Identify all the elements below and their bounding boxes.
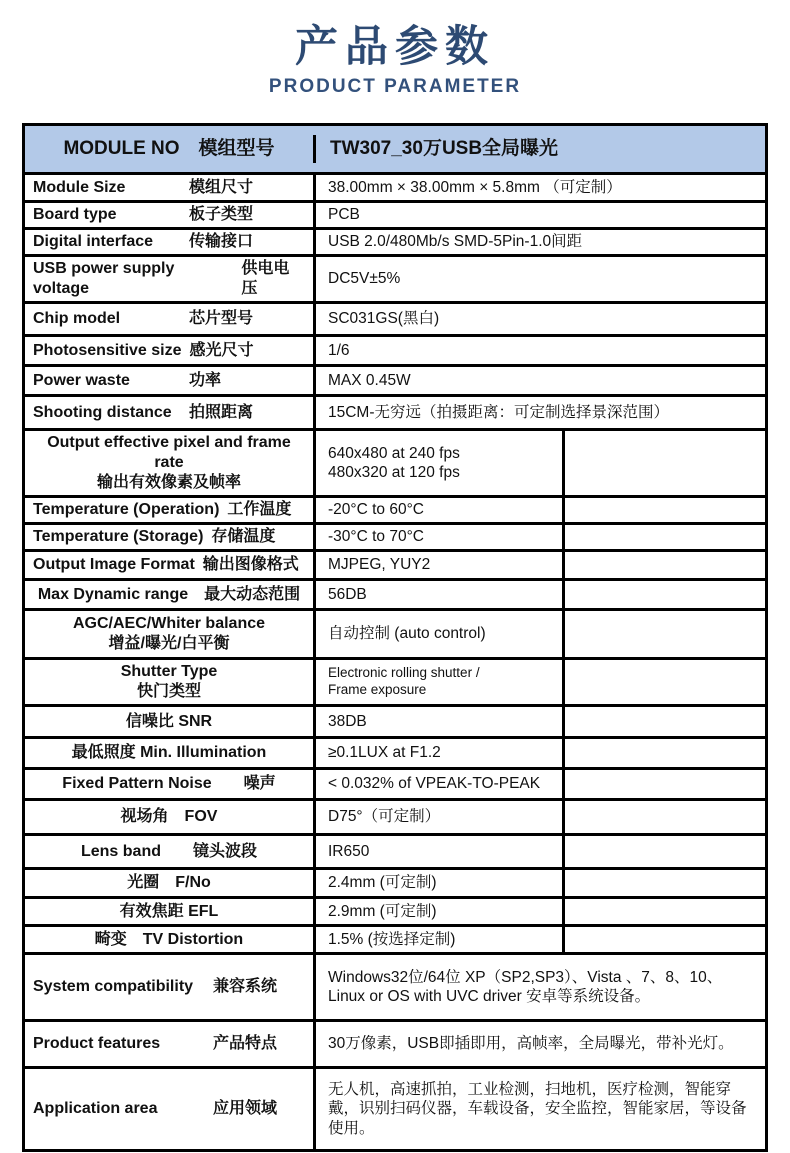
page-header <box>0 24 790 98</box>
row-empty-cell <box>562 611 765 657</box>
row-value: -20°C to 60°C <box>328 501 424 519</box>
row-empty-cell <box>562 431 765 495</box>
row-label: System compatibility 兼容系统 <box>25 955 316 1019</box>
row-empty-cell <box>562 899 765 924</box>
row-empty-cell <box>562 739 765 767</box>
table-row <box>25 767 765 798</box>
table-row <box>25 227 765 254</box>
row-label: 视场角 FOV <box>25 801 316 833</box>
row-value: D75°（可定制） <box>328 808 441 826</box>
row-value: Electronic rolling shutter / Frame exposure <box>328 665 480 697</box>
table-row <box>25 334 765 364</box>
row-value: PCB <box>328 206 360 224</box>
table-row <box>25 736 765 767</box>
row-empty-cell <box>562 581 765 608</box>
table-row <box>25 364 765 394</box>
row-label: Application area 应用领域 <box>25 1069 316 1149</box>
row-value: 640x480 at 240 fps 480x320 at 120 fps <box>328 444 460 481</box>
row-value: 无人机，高速抓拍，工业检测，扫地机，医疗检测，智能穿戴，识别扫码仪器，车载设备，安全监控，智能家居，等设备使用。 <box>328 1080 747 1137</box>
row-value: 2.9mm (可定制) <box>328 902 437 920</box>
row-empty-cell <box>562 552 765 578</box>
row-label: USB power supply voltage 供电电压 <box>25 257 316 301</box>
row-value: 1/6 <box>328 341 350 359</box>
row-label: Max Dynamic range 最大动态范围 <box>25 581 316 608</box>
table-row <box>25 394 765 428</box>
row-label: 光圈 F/No <box>25 870 316 896</box>
row-label: Board type 板子类型 <box>25 203 316 227</box>
row-value: -30°C to 70°C <box>328 528 424 546</box>
row-empty-cell <box>562 660 765 704</box>
row-label: 信噪比 SNR <box>25 707 316 736</box>
row-value: IR650 <box>328 842 370 860</box>
row-value: 2.4mm (可定制) <box>328 874 437 892</box>
table-row <box>25 549 765 578</box>
header-value: TW307_30万USB全局曝光 <box>330 138 559 160</box>
row-label: Shooting distance 拍照距离 <box>25 397 316 428</box>
row-empty-cell <box>562 801 765 833</box>
table-row <box>25 798 765 833</box>
table-row <box>25 200 765 227</box>
row-value: 自动控制 (auto control) <box>328 625 486 643</box>
row-value: MJPEG, YUY2 <box>328 556 431 574</box>
row-value: 1.5% (按选择定制) <box>328 930 456 948</box>
page-title: 产品参数 <box>295 23 495 71</box>
table-row <box>25 428 765 495</box>
row-label: Lens band 镜头波段 <box>25 836 316 867</box>
row-label: Shutter Type 快门类型 <box>25 660 316 704</box>
table-row <box>25 254 765 301</box>
row-label: Temperature (Storage) 存储温度 <box>25 525 316 549</box>
row-label: Product features 产品特点 <box>25 1022 316 1066</box>
table-row <box>25 608 765 657</box>
table-row <box>25 952 765 1019</box>
row-label: 畸变 TV Distortion <box>25 927 316 952</box>
row-label: Temperature (Operation) 工作温度 <box>25 498 316 522</box>
row-empty-cell <box>562 498 765 522</box>
row-label: Output effective pixel and frame rate 输出有效像素及帧率 <box>25 431 316 495</box>
row-empty-cell <box>562 707 765 736</box>
row-value: 38DB <box>328 712 367 730</box>
table-row <box>25 172 765 200</box>
row-label: Output Image Format 输出图像格式 <box>25 552 316 578</box>
row-value: < 0.032% of VPEAK-TO-PEAK <box>328 775 541 793</box>
spec-table <box>22 123 768 1152</box>
row-value: 15CM-无穷远（拍摄距离：可定制选择景深范围） <box>328 403 670 421</box>
row-label: Photosensitive size 感光尺寸 <box>25 337 316 364</box>
table-row <box>25 704 765 736</box>
row-value: Windows32位/64位 XP（SP2,SP3）、Vista 、7、8、10、Linux or OS with UVC driver 安卓等系统设备。 <box>328 968 723 1005</box>
table-row <box>25 867 765 896</box>
row-empty-cell <box>562 525 765 549</box>
row-value: SC031GS(黑白) <box>328 310 440 328</box>
table-row <box>25 833 765 867</box>
row-label: AGC/AEC/Whiter balance 增益/曝光/白平衡 <box>25 611 316 657</box>
page-subtitle: PRODUCT PARAMETER <box>268 76 522 98</box>
row-value: DC5V±5% <box>328 270 401 288</box>
row-value: 56DB <box>328 585 367 603</box>
row-label: Digital interface 传输接口 <box>25 230 316 254</box>
table-row <box>25 522 765 549</box>
row-empty-cell <box>562 770 765 798</box>
table-row <box>25 301 765 334</box>
table-row <box>25 924 765 952</box>
row-label: 最低照度 Min. Illumination <box>25 739 316 767</box>
row-label: Power waste 功率 <box>25 367 316 394</box>
table-row <box>25 1019 765 1066</box>
row-value: ≥0.1LUX at F1.2 <box>328 744 441 762</box>
table-row <box>25 578 765 608</box>
row-value: USB 2.0/480Mb/s SMD-5Pin-1.0间距 <box>328 233 583 251</box>
row-label: Fixed Pattern Noise 噪声 <box>25 770 316 798</box>
table-row <box>25 896 765 924</box>
row-empty-cell <box>562 870 765 896</box>
table-row <box>25 657 765 704</box>
row-label: Chip model 芯片型号 <box>25 304 316 334</box>
row-label: 有效焦距 EFL <box>25 899 316 924</box>
row-value: 38.00mm × 38.00mm × 5.8mm （可定制） <box>328 178 622 196</box>
row-empty-cell <box>562 927 765 952</box>
row-empty-cell <box>562 836 765 867</box>
table-header-row <box>25 126 765 172</box>
row-label: Module Size 模组尺寸 <box>25 175 316 200</box>
row-value: 30万像素，USB即插即用，高帧率，全局曝光，带补光灯。 <box>328 1035 734 1053</box>
table-row <box>25 495 765 522</box>
table-row <box>25 1066 765 1149</box>
row-value: MAX 0.45W <box>328 371 411 389</box>
header-label: MODULE NO 模组型号 <box>25 135 316 163</box>
